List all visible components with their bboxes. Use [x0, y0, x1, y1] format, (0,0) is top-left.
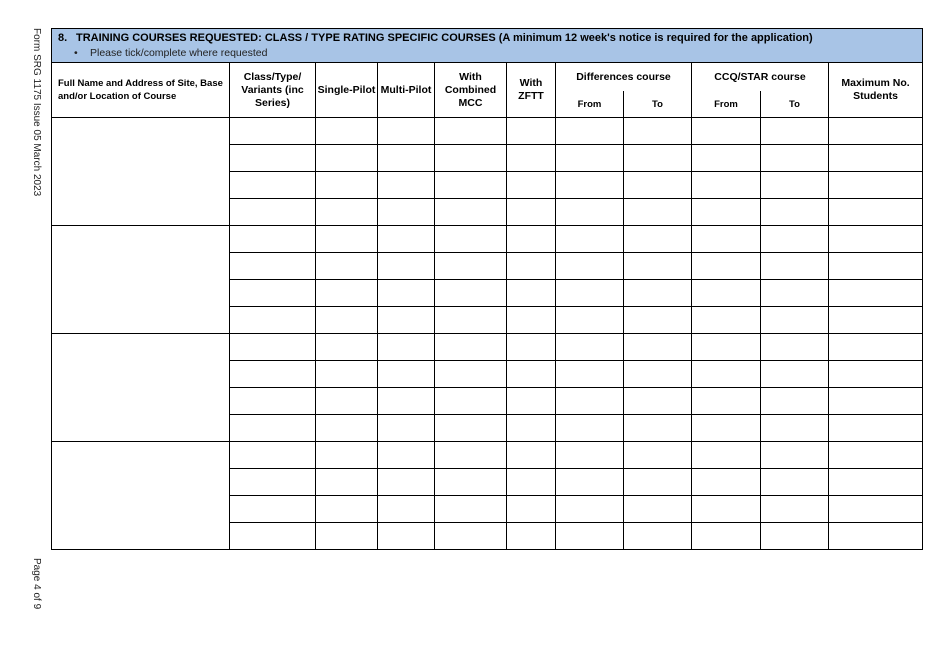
- with-mcc-cell[interactable]: [435, 523, 507, 550]
- with-zftt-cell[interactable]: [507, 496, 556, 523]
- ccq-to-cell[interactable]: [761, 226, 829, 253]
- multi-pilot-cell[interactable]: [378, 496, 435, 523]
- col-header-with-zftt: With ZFTT: [507, 63, 556, 118]
- diff-from-cell[interactable]: [556, 523, 624, 550]
- ccq-to-cell[interactable]: [761, 334, 829, 361]
- single-pilot-cell[interactable]: [316, 307, 378, 334]
- diff-to-cell[interactable]: [624, 226, 692, 253]
- diff-from-cell[interactable]: [556, 361, 624, 388]
- diff-to-cell[interactable]: [624, 388, 692, 415]
- class-type-cell[interactable]: [230, 226, 316, 253]
- ccq-to-cell[interactable]: [761, 145, 829, 172]
- form-reference-text: Form SRG 1175 Issue 05 March 2023: [31, 28, 42, 197]
- max-students-cell[interactable]: [829, 496, 923, 523]
- class-type-cell[interactable]: [230, 118, 316, 145]
- multi-pilot-cell[interactable]: [378, 523, 435, 550]
- single-pilot-cell[interactable]: [316, 199, 378, 226]
- col-header-with-mcc: With Combined MCC: [435, 63, 507, 118]
- multi-pilot-cell[interactable]: [378, 226, 435, 253]
- diff-from-cell[interactable]: [556, 307, 624, 334]
- diff-from-cell[interactable]: [556, 496, 624, 523]
- multi-pilot-cell[interactable]: [378, 307, 435, 334]
- section-title: TRAINING COURSES REQUESTED: CLASS / TYPE RATING SPECIFIC COURSES (A minimum 12 week's notice is required for the application): [76, 32, 813, 44]
- with-mcc-cell[interactable]: [435, 226, 507, 253]
- site-address-cell[interactable]: [52, 442, 230, 550]
- class-type-cell[interactable]: [230, 280, 316, 307]
- single-pilot-cell[interactable]: [316, 361, 378, 388]
- multi-pilot-cell[interactable]: [378, 442, 435, 469]
- training-courses-table: [51, 28, 923, 550]
- with-zftt-cell[interactable]: [507, 172, 556, 199]
- section-heading: [52, 29, 922, 44]
- single-pilot-cell[interactable]: [316, 145, 378, 172]
- class-type-cell[interactable]: [230, 253, 316, 280]
- with-zftt-cell[interactable]: [507, 334, 556, 361]
- col-header-ccq-star: CCQ/STAR course: [692, 63, 829, 92]
- col-header-max-students: Maximum No. Students: [829, 63, 923, 118]
- ccq-to-cell[interactable]: [761, 442, 829, 469]
- multi-pilot-cell[interactable]: [378, 253, 435, 280]
- class-type-cell[interactable]: [230, 523, 316, 550]
- col-header-diff-to: To: [624, 91, 692, 118]
- ccq-from-cell[interactable]: [692, 145, 761, 172]
- ccq-from-cell[interactable]: [692, 226, 761, 253]
- ccq-from-cell[interactable]: [692, 253, 761, 280]
- ccq-from-cell[interactable]: [692, 496, 761, 523]
- diff-to-cell[interactable]: [624, 253, 692, 280]
- table-row: [52, 226, 923, 253]
- col-header-ccq-from: From: [692, 91, 761, 118]
- page-number-text: Page 4 of 9: [31, 558, 42, 610]
- multi-pilot-cell[interactable]: [378, 388, 435, 415]
- multi-pilot-cell[interactable]: [378, 172, 435, 199]
- class-type-cell[interactable]: [230, 442, 316, 469]
- with-mcc-cell[interactable]: [435, 469, 507, 496]
- section-number: 8.: [58, 32, 68, 44]
- site-address-cell[interactable]: [52, 334, 230, 442]
- page-number: [28, 558, 44, 628]
- multi-pilot-cell[interactable]: [378, 145, 435, 172]
- with-mcc-cell[interactable]: [435, 118, 507, 145]
- ccq-from-cell[interactable]: [692, 172, 761, 199]
- with-mcc-cell[interactable]: [435, 442, 507, 469]
- diff-from-cell[interactable]: [556, 442, 624, 469]
- diff-from-cell[interactable]: [556, 253, 624, 280]
- ccq-to-cell[interactable]: [761, 280, 829, 307]
- diff-from-cell[interactable]: [556, 415, 624, 442]
- table-row: [52, 334, 923, 361]
- diff-from-cell[interactable]: [556, 388, 624, 415]
- max-students-cell[interactable]: [829, 226, 923, 253]
- max-students-cell[interactable]: [829, 307, 923, 334]
- class-type-cell[interactable]: [230, 496, 316, 523]
- ccq-to-cell[interactable]: [761, 118, 829, 145]
- with-zftt-cell[interactable]: [507, 442, 556, 469]
- col-header-single-pilot: Single-Pilot: [316, 63, 378, 118]
- ccq-from-cell[interactable]: [692, 469, 761, 496]
- multi-pilot-cell[interactable]: [378, 118, 435, 145]
- class-type-cell[interactable]: [230, 199, 316, 226]
- class-type-cell[interactable]: [230, 334, 316, 361]
- diff-to-cell[interactable]: [624, 361, 692, 388]
- ccq-to-cell[interactable]: [761, 361, 829, 388]
- diff-from-cell[interactable]: [556, 118, 624, 145]
- col-header-class-type: Class/Type/ Variants (inc Series): [230, 63, 316, 118]
- multi-pilot-cell[interactable]: [378, 469, 435, 496]
- max-students-cell[interactable]: [829, 172, 923, 199]
- with-mcc-cell[interactable]: [435, 253, 507, 280]
- col-header-ccq-to: To: [761, 91, 829, 118]
- single-pilot-cell[interactable]: [316, 442, 378, 469]
- col-header-multi-pilot: Multi-Pilot: [378, 63, 435, 118]
- class-type-cell[interactable]: [230, 388, 316, 415]
- ccq-from-cell[interactable]: [692, 442, 761, 469]
- bullet-icon: •: [74, 47, 78, 59]
- ccq-from-cell[interactable]: [692, 523, 761, 550]
- max-students-cell[interactable]: [829, 388, 923, 415]
- diff-to-cell[interactable]: [624, 334, 692, 361]
- multi-pilot-cell[interactable]: [378, 361, 435, 388]
- site-address-cell[interactable]: [52, 118, 230, 226]
- course-rows: [52, 118, 923, 550]
- table-row: [52, 118, 923, 145]
- ccq-from-cell[interactable]: [692, 307, 761, 334]
- with-mcc-cell[interactable]: [435, 496, 507, 523]
- ccq-to-cell[interactable]: [761, 415, 829, 442]
- single-pilot-cell[interactable]: [316, 334, 378, 361]
- single-pilot-cell[interactable]: [316, 415, 378, 442]
- diff-to-cell[interactable]: [624, 199, 692, 226]
- col-header-site: Full Name and Address of Site, Base and/or Location of Course: [52, 63, 230, 118]
- ccq-from-cell[interactable]: [692, 118, 761, 145]
- with-zftt-cell[interactable]: [507, 118, 556, 145]
- with-mcc-cell[interactable]: [435, 361, 507, 388]
- diff-to-cell[interactable]: [624, 415, 692, 442]
- multi-pilot-cell[interactable]: [378, 334, 435, 361]
- with-zftt-cell[interactable]: [507, 415, 556, 442]
- ccq-from-cell[interactable]: [692, 415, 761, 442]
- with-zftt-cell[interactable]: [507, 469, 556, 496]
- single-pilot-cell[interactable]: [316, 496, 378, 523]
- with-mcc-cell[interactable]: [435, 307, 507, 334]
- with-zftt-cell[interactable]: [507, 226, 556, 253]
- max-students-cell[interactable]: [829, 145, 923, 172]
- col-header-diff-from: From: [556, 91, 624, 118]
- ccq-from-cell[interactable]: [692, 388, 761, 415]
- diff-from-cell[interactable]: [556, 145, 624, 172]
- col-header-differences: Differences course: [556, 63, 692, 92]
- ccq-to-cell[interactable]: [761, 172, 829, 199]
- ccq-to-cell[interactable]: [761, 469, 829, 496]
- single-pilot-cell[interactable]: [316, 523, 378, 550]
- max-students-cell[interactable]: [829, 280, 923, 307]
- class-type-cell[interactable]: [230, 307, 316, 334]
- ccq-from-cell[interactable]: [692, 334, 761, 361]
- diff-to-cell[interactable]: [624, 442, 692, 469]
- max-students-cell[interactable]: [829, 199, 923, 226]
- multi-pilot-cell[interactable]: [378, 280, 435, 307]
- section-instruction: [52, 44, 922, 59]
- ccq-from-cell[interactable]: [692, 199, 761, 226]
- diff-from-cell[interactable]: [556, 280, 624, 307]
- class-type-cell[interactable]: [230, 172, 316, 199]
- diff-from-cell[interactable]: [556, 334, 624, 361]
- with-mcc-cell[interactable]: [435, 388, 507, 415]
- diff-to-cell[interactable]: [624, 523, 692, 550]
- with-mcc-cell[interactable]: [435, 145, 507, 172]
- diff-from-cell[interactable]: [556, 226, 624, 253]
- multi-pilot-cell[interactable]: [378, 199, 435, 226]
- diff-to-cell[interactable]: [624, 280, 692, 307]
- single-pilot-cell[interactable]: [316, 388, 378, 415]
- single-pilot-cell[interactable]: [316, 280, 378, 307]
- ccq-to-cell[interactable]: [761, 496, 829, 523]
- max-students-cell[interactable]: [829, 118, 923, 145]
- with-zftt-cell[interactable]: [507, 307, 556, 334]
- class-type-cell[interactable]: [230, 145, 316, 172]
- table-row: [52, 442, 923, 469]
- diff-to-cell[interactable]: [624, 172, 692, 199]
- section-banner: [52, 29, 923, 63]
- single-pilot-cell[interactable]: [316, 226, 378, 253]
- ccq-to-cell[interactable]: [761, 199, 829, 226]
- with-zftt-cell[interactable]: [507, 361, 556, 388]
- max-students-cell[interactable]: [829, 361, 923, 388]
- max-students-cell[interactable]: [829, 415, 923, 442]
- with-zftt-cell[interactable]: [507, 523, 556, 550]
- with-mcc-cell[interactable]: [435, 415, 507, 442]
- with-mcc-cell[interactable]: [435, 199, 507, 226]
- diff-to-cell[interactable]: [624, 118, 692, 145]
- with-zftt-cell[interactable]: [507, 280, 556, 307]
- multi-pilot-cell[interactable]: [378, 415, 435, 442]
- ccq-to-cell[interactable]: [761, 523, 829, 550]
- diff-to-cell[interactable]: [624, 307, 692, 334]
- diff-to-cell[interactable]: [624, 496, 692, 523]
- ccq-to-cell[interactable]: [761, 388, 829, 415]
- with-mcc-cell[interactable]: [435, 172, 507, 199]
- max-students-cell[interactable]: [829, 523, 923, 550]
- with-mcc-cell[interactable]: [435, 334, 507, 361]
- single-pilot-cell[interactable]: [316, 172, 378, 199]
- single-pilot-cell[interactable]: [316, 118, 378, 145]
- with-zftt-cell[interactable]: [507, 199, 556, 226]
- ccq-from-cell[interactable]: [692, 280, 761, 307]
- instruction-text: Please tick/complete where requested: [90, 47, 268, 59]
- ccq-from-cell[interactable]: [692, 361, 761, 388]
- max-students-cell[interactable]: [829, 469, 923, 496]
- with-zftt-cell[interactable]: [507, 145, 556, 172]
- diff-from-cell[interactable]: [556, 469, 624, 496]
- diff-to-cell[interactable]: [624, 145, 692, 172]
- with-zftt-cell[interactable]: [507, 253, 556, 280]
- single-pilot-cell[interactable]: [316, 253, 378, 280]
- ccq-to-cell[interactable]: [761, 307, 829, 334]
- diff-from-cell[interactable]: [556, 172, 624, 199]
- diff-to-cell[interactable]: [624, 469, 692, 496]
- with-mcc-cell[interactable]: [435, 280, 507, 307]
- form-reference: [28, 28, 44, 248]
- class-type-cell[interactable]: [230, 415, 316, 442]
- diff-from-cell[interactable]: [556, 199, 624, 226]
- site-address-cell[interactable]: [52, 226, 230, 334]
- max-students-cell[interactable]: [829, 253, 923, 280]
- max-students-cell[interactable]: [829, 334, 923, 361]
- class-type-cell[interactable]: [230, 361, 316, 388]
- ccq-to-cell[interactable]: [761, 253, 829, 280]
- max-students-cell[interactable]: [829, 442, 923, 469]
- class-type-cell[interactable]: [230, 469, 316, 496]
- single-pilot-cell[interactable]: [316, 469, 378, 496]
- with-zftt-cell[interactable]: [507, 388, 556, 415]
